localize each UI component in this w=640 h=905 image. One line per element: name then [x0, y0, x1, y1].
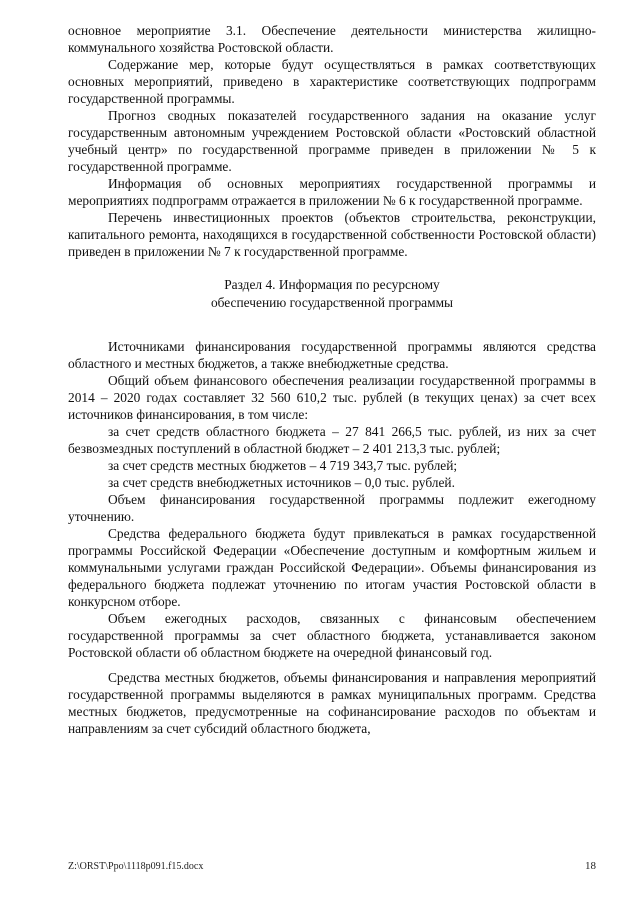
paragraph: за счет средств местных бюджетов – 4 719 343,7 тыс. рублей;	[108, 458, 458, 473]
page-number: 18	[585, 860, 596, 872]
section-heading-line: обеспечению государственной программы	[210, 295, 454, 310]
footer-file-path: Z:\ORST\Ppo\1118p091.f15.docx	[68, 861, 204, 872]
paragraph: Общий объем финансового обеспечения реализации государственной программы в 2014 – 2020 годах составляет 32 560 610,2 тыс. рублей (в текущих ценах) за счет всех источников финансирования, в том числе:	[68, 373, 596, 422]
paragraph: Средства местных бюджетов, объемы финансирования и направления мероприятий государственной программы выделяются в рамках муниципальных программ. Средства местных бюджетов, предусмотренные на софинансирование расходов по объектам и направлениям за счет субсидий областного бюджета,	[68, 670, 596, 736]
paragraph: Прогноз сводных показателей государственного задания на оказание услуг государственным автономным учреждением Ростовской области «Ростовский областной учебный центр» по государственной программе приведен в приложении № 5 к государственной программе.	[68, 108, 596, 174]
paragraph: Средства федерального бюджета будут привлекаться в рамках государственной программы Российской Федерации «Обеспечение доступным и комфортным жильем и коммунальными услугами граждан Российской Федерации». Объемы финансирования из федерального бюджета подлежат уточнению по итогам участия Ростовской области в конкурсном отборе.	[68, 526, 596, 609]
document-body	[68, 22, 596, 737]
paragraph: Объем финансирования государственной программы подлежит ежегодному уточнению.	[68, 492, 596, 524]
section-heading-line: Раздел 4. Информация по ресурсному	[224, 277, 440, 292]
paragraph: Источниками финансирования государственной программы являются средства областного и местных бюджетов, а также внебюджетные средства.	[68, 339, 596, 371]
paragraph: за счет средств внебюджетных источников – 0,0 тыс. рублей.	[108, 475, 455, 490]
paragraph: Содержание мер, которые будут осуществляться в рамках соответствующих основных мероприятий, приведено в характеристике соответствующих подпрограмм государственной программы.	[68, 57, 596, 106]
section-heading	[68, 276, 596, 312]
paragraph: за счет средств областного бюджета – 27 841 266,5 тыс. рублей, из них за счет безвозмездных поступлений в областной бюджет – 2 401 213,3 тыс. рублей;	[68, 424, 596, 456]
paragraph: Информация об основных мероприятиях государственной программы и мероприятиях подпрограмм отражается в приложении № 6 к государственной программе.	[68, 176, 596, 208]
paragraph: Перечень инвестиционных проектов (объектов строительства, реконструкции, капитального ремонта, находящихся в государственной собственности Ростовской области) приведен в приложении № 7 к государственной программе.	[68, 210, 596, 259]
paragraph: основное мероприятие 3.1. Обеспечение деятельности министерства жилищно-коммунального хозяйства Ростовской области.	[68, 23, 596, 55]
paragraph: Объем ежегодных расходов, связанных с финансовым обеспечением государственной программы за счет областного бюджета, устанавливается законом Ростовской области об областном бюджете на очередной финансовый год.	[68, 611, 596, 660]
